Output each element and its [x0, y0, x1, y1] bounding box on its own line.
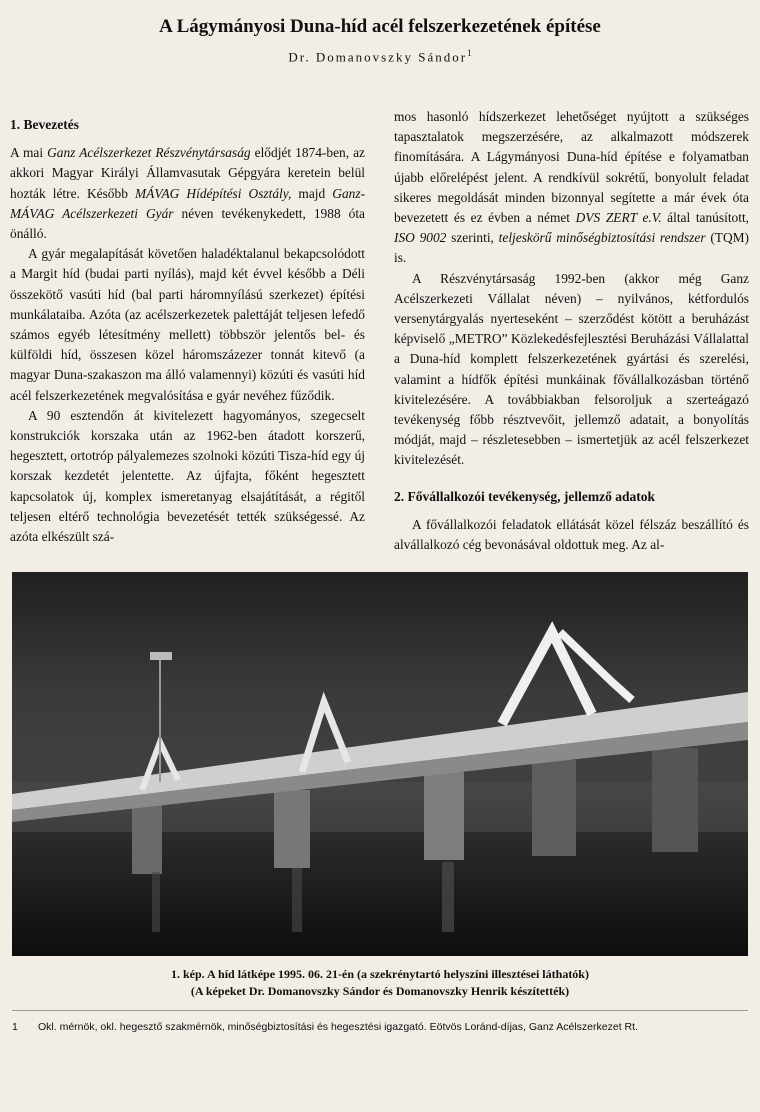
- section-1-heading: 1. Bevezetés: [10, 117, 79, 132]
- footnote-text: Okl. mérnök, okl. hegesztő szakmérnök, minőségbiztosítási és hegesztési igazgató. Eötvös Loránd-díjas, Ganz Acélszerkezet Rt.: [38, 1021, 638, 1033]
- footnote: [12, 1021, 748, 1033]
- caption-line-2: (A képeket Dr. Domanovszky Sándor és Domanovszky Henrik készítették): [190, 984, 570, 998]
- left-column: [10, 107, 365, 547]
- author-footnote-mark: 1: [467, 48, 472, 58]
- bridge-photo: [12, 572, 748, 956]
- paragraph: A 90 esztendőn át kivitelezett hagyományos, szegecselt konstrukciók korszaka után az 1962-ben átadott korszerű, hegesztett, ortotróp pályalemezes szolnoki közúti Tisza-híd egy új korszak kezdetét jelentette. Az újfajta, főként hegesztett kapcsolatok új, komplex ismeretanyag elsajátítását, a régitől teljesen eltérő technológia bevezetését tették szükségessé. Az azóta elkészült szá-: [10, 407, 365, 545]
- footnote-divider: [12, 1010, 748, 1011]
- author-line: [0, 48, 760, 65]
- author-name: Dr. Domanovszky Sándor: [288, 49, 468, 65]
- caption-line-1: 1. kép. A híd látképe 1995. 06. 21-én (a szekrénytartó helyszíni illesztései láthatók): [171, 967, 589, 981]
- figure-caption: [0, 966, 760, 1000]
- right-column: [394, 107, 749, 555]
- footnote-mark: 1: [12, 1021, 18, 1033]
- bridge-photo-illustration: [12, 572, 748, 956]
- paragraph: A Részvénytársaság 1992-ben (akkor még Ganz Acélszerkezeti Vállalat néven) – nyilvános, kétfordulós versenytárgyalás nyerteseként – szerződést kötött a beruházást képviselő „METRO” Közlekedésfejlesztési Beruházási Vállalattal a Duna-híd komplett felszerkezetének gyártási és szerelési, valamint a hídfők építési munkáinak fővállalkozásban történő kivitelezésére. A továbbiakban felsoroljuk a szerteágazó tevékenység főbb résztvevőit, jellemző adatait, a bonyolítás módját, majd – részletesebben – ismertetjük az acél felszerkezet kivitelezését.: [394, 270, 749, 468]
- article-title: A Lágymányosi Duna-híd acél felszerkezetének építése: [159, 16, 601, 37]
- paragraph: A mai Ganz Acélszerkezet Részvénytársaság elődjét 1874-ben, az akkori Magyar Királyi Államvasutak Gépgyára keretein belül hozták létre. Később MÁVAG Hídépítési Osztály, majd Ganz-MÁVAG Acélszerkezeti Gyár néven tevékenykedett, 1988 óta önálló.: [10, 145, 366, 242]
- paragraph: A gyár megalapítását követően haladéktalanul bekapcsolódott a Margit híd (budai parti nyílás), majd két évvel később a Déli összekötő vasúti híd (bal parti háromnyílású szerkezet) építési munkálataiba. Azóta (az acélszerkezetek palettáját teljesen lefedő számos egyéb létesítmény mellett) többször jelentős bel- és külföldi híd, összesen közel háromszázezer tonnát kitevő (a magyar Duna-szakaszon ma álló valamennyi) közúti és vasúti híd acél felszerkezetének megvalósítása e gyár nevéhez fűződik.: [10, 246, 365, 403]
- paragraph: A fővállalkozói feladatok ellátását közel félszáz beszállító és alvállalkozó cég bevonásával oldottuk meg. Az al-: [394, 516, 749, 553]
- paragraph-continued: mos hasonló hídszerkezet lehetőséget nyújtott a szükséges tapasztalatok megszerzésére, az alkalmazott módszerek finomítására. A Lágymányosi Duna-híd építése e folyamatban újabb előrelépést jelent. A rendkívül sokrétű, bonyolult feladat sikeres megoldását minden bizonnyal segítette a már évek óta bevezetett és ez évben a német DVS ZERT e.V. által tanúsított, ISO 9002 szerinti, teljeskörű minőségbiztosítási rendszer (TQM) is.: [394, 109, 750, 266]
- section-2-heading: 2. Fővállalkozói tevékenység, jellemző adatok: [394, 488, 655, 504]
